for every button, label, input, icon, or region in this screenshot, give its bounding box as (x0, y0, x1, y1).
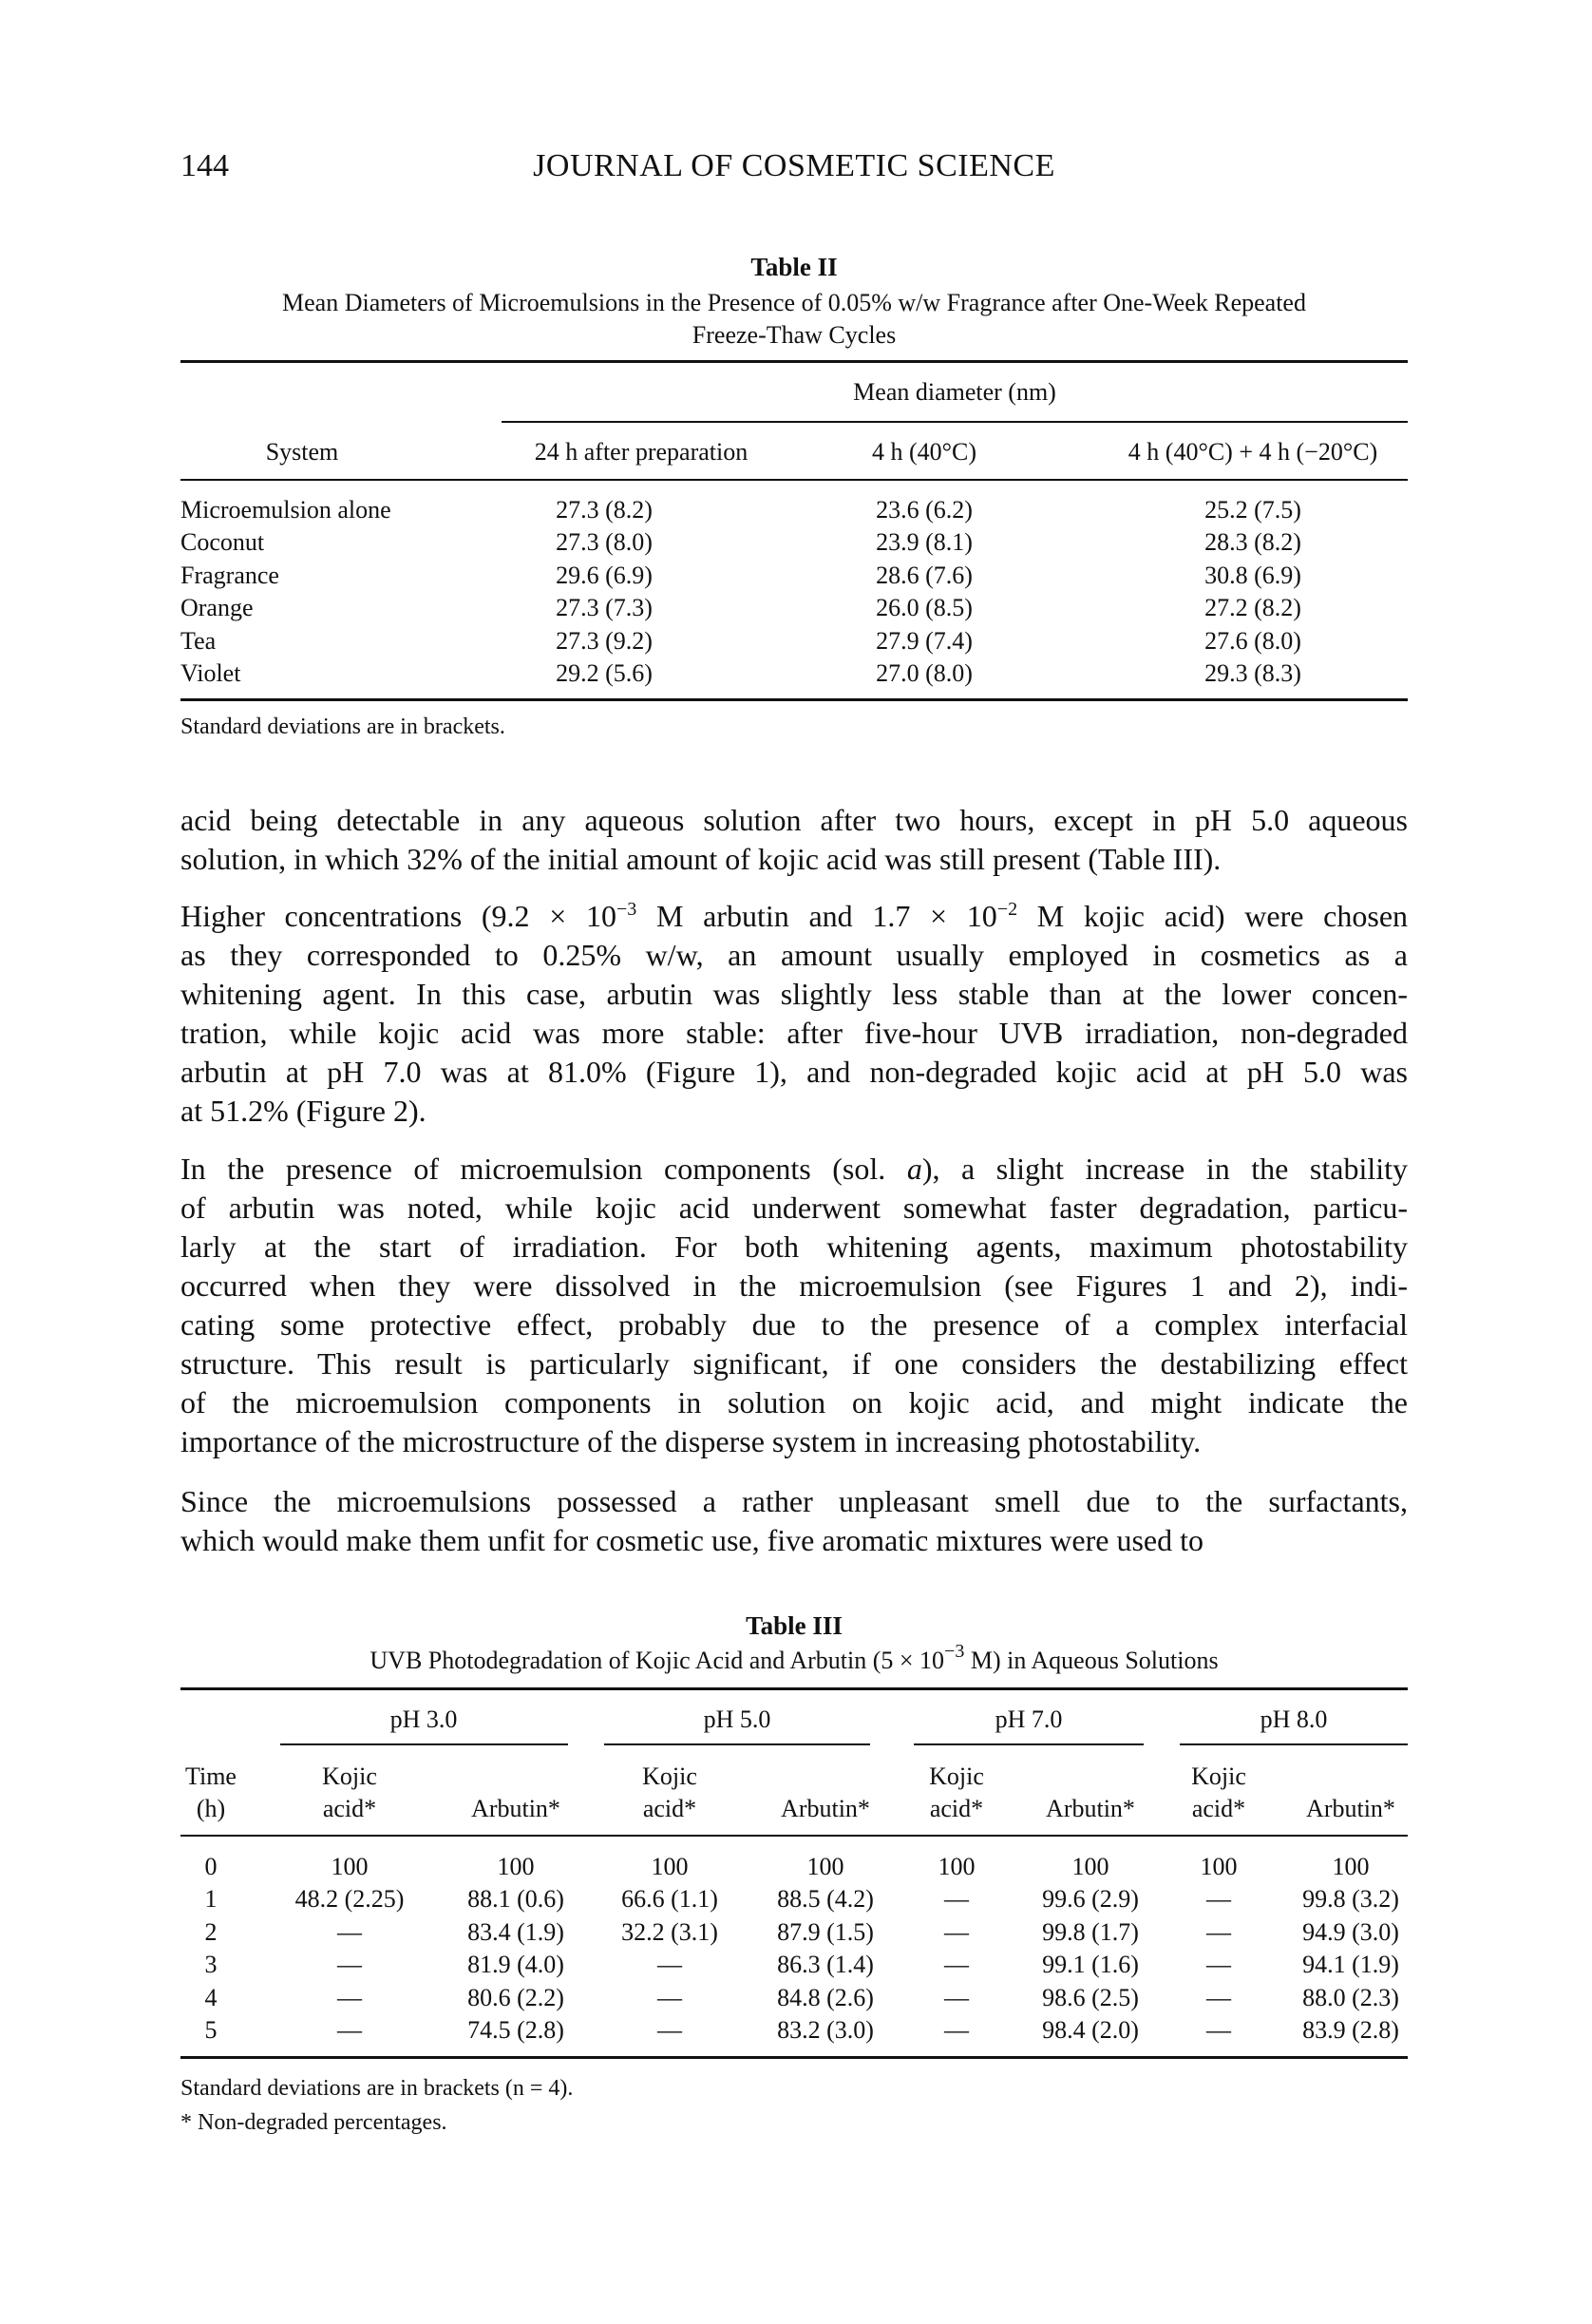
table-cell: 99.8 (1.7) (1042, 1917, 1139, 1946)
table-2-caption-line-2: Freeze-Thaw Cycles (692, 321, 897, 349)
text-line (180, 1014, 1408, 1053)
superscript: −3 (616, 899, 637, 920)
table-3-header-row (180, 1793, 1408, 1825)
ph-group-header: pH 7.0 (995, 1705, 1063, 1733)
table-cell: — (1206, 1951, 1231, 1979)
column-header: acid* (929, 1795, 984, 1822)
table-3-top-rule (180, 1687, 1408, 1690)
column-header: Arbutin* (781, 1795, 870, 1822)
table-cell: 27.6 (8.0) (1204, 626, 1301, 655)
column-header: 4 h (40°C) (871, 438, 977, 466)
ph-group-header: pH 5.0 (703, 1705, 771, 1733)
table-row (180, 560, 1408, 592)
table-row (180, 494, 1408, 526)
table-row (180, 592, 1408, 624)
text: at 51.2% (Figure 2). (180, 1094, 426, 1128)
text: as they corresponded to 0.25% w/w, an amount usually employed in cosmetics as a (180, 938, 1408, 972)
table-cell: 98.4 (2.0) (1042, 2016, 1139, 2044)
table-cell: — (1206, 1983, 1231, 2011)
table-cell: 28.6 (7.6) (876, 561, 973, 589)
text: structure. This result is particularly significant, if one considers the destabilizing effect (180, 1346, 1408, 1381)
table-2-note: Standard deviations are in brackets. (180, 714, 505, 739)
table-cell: — (657, 2016, 682, 2044)
column-header: System (265, 438, 339, 466)
ph-group-rule (280, 1743, 568, 1745)
text: of the microemulsion components in solution on kojic acid, and might indicate the (180, 1385, 1408, 1419)
text-line (180, 975, 1408, 1014)
table-cell: — (657, 1983, 682, 2011)
table-cell: 28.3 (8.2) (1204, 528, 1301, 557)
table-cell: 27.3 (8.0) (556, 528, 653, 557)
table-cell: 100 (806, 1853, 844, 1880)
text: M arbutin and 1.7 × 10 (636, 899, 997, 933)
text: of arbutin was noted, while kojic acid underwent somewhat faster degradation, particu- (180, 1191, 1408, 1225)
ph-group-header: pH 8.0 (1260, 1705, 1328, 1733)
table-cell: 99.6 (2.9) (1042, 1885, 1139, 1914)
text-line (180, 1053, 1408, 1092)
table-cell: 88.1 (0.6) (467, 1885, 564, 1914)
text: tration, while kojic acid was more stable: after five-hour UVB irradiation, non-degraded (180, 1016, 1408, 1050)
text-line (180, 1267, 1408, 1305)
table-3-header-rule (180, 1835, 1408, 1837)
table-2-group-rule (502, 421, 1408, 423)
table-row (180, 625, 1408, 657)
superscript: −2 (996, 899, 1018, 920)
table-cell: 81.9 (4.0) (467, 1951, 564, 1979)
table-cell: — (1206, 1885, 1231, 1914)
table-cell: — (1206, 1917, 1231, 1946)
time-cell: 5 (204, 2016, 218, 2044)
table-cell: 23.9 (8.1) (876, 528, 973, 557)
text-line (180, 1422, 1408, 1461)
table-2-header-row (180, 436, 1408, 468)
table-cell: 30.8 (6.9) (1204, 561, 1301, 589)
text-line (180, 840, 1408, 879)
caption-text: UVB Photodegradation of Kojic Acid and Arbutin (5 × 10 (370, 1647, 945, 1674)
table-cell: — (944, 2016, 969, 2044)
table-row (180, 1949, 1408, 1981)
column-header: Kojic (322, 1762, 377, 1790)
table-row (180, 2014, 1408, 2047)
table-cell: 27.3 (8.2) (556, 496, 653, 524)
table-3-header-row (180, 1761, 1408, 1793)
table-cell: — (337, 2016, 362, 2044)
time-cell: 3 (204, 1951, 218, 1979)
text: which would make them unfit for cosmetic use, five aromatic mixtures were used to (180, 1523, 1204, 1557)
table-row (180, 1883, 1408, 1915)
table-cell: — (337, 1951, 362, 1979)
column-header: Kojic (1191, 1762, 1246, 1790)
text: acid being detectable in any aqueous solution after two hours, except in pH 5.0 aqueous (180, 803, 1408, 837)
journal-title: JOURNAL OF COSMETIC SCIENCE (533, 148, 1055, 183)
table-cell: 26.0 (8.5) (876, 594, 973, 622)
table-3-note: Standard deviations are in brackets (n = 4). (180, 2076, 574, 2101)
table-cell: 32.2 (3.1) (621, 1917, 718, 1946)
table-cell: 48.2 (2.25) (294, 1885, 405, 1914)
table-cell: — (944, 1885, 969, 1914)
column-header: Kojic (929, 1762, 984, 1790)
row-label: Violet (180, 659, 241, 687)
table-cell: 83.2 (3.0) (777, 2016, 874, 2044)
text-line (180, 936, 1408, 975)
text: solution, in which 32% of the initial amount of kojic acid was still present (Table III). (180, 842, 1222, 876)
table-cell: 99.8 (3.2) (1302, 1885, 1399, 1914)
column-header: (h) (196, 1795, 226, 1822)
table-row (180, 1916, 1408, 1949)
table-cell: 100 (1071, 1853, 1109, 1880)
column-header: Arbutin* (1306, 1795, 1395, 1822)
text: whitening agent. In this case, arbutin was slightly less stable than at the lower concen- (180, 977, 1408, 1011)
table-2-top-rule (180, 360, 1408, 363)
text: larly at the start of irradiation. For both whitening agents, maximum photostability (180, 1229, 1408, 1264)
row-label: Orange (180, 594, 254, 622)
time-cell: 1 (204, 1885, 218, 1914)
table-cell: 86.3 (1.4) (777, 1951, 874, 1979)
table-cell: 84.8 (2.6) (777, 1983, 874, 2011)
text-line (180, 1150, 1408, 1189)
text-line (180, 1189, 1408, 1228)
text-line (180, 1383, 1408, 1422)
text-line (180, 1521, 1408, 1560)
table-cell: 100 (1332, 1853, 1370, 1880)
text: Higher concentrations (9.2 × 10 (180, 899, 616, 933)
column-header: Time (185, 1762, 237, 1790)
column-header: 4 h (40°C) + 4 h (−20°C) (1128, 438, 1378, 466)
table-3-label: Table III (746, 1611, 843, 1640)
table-cell: 27.0 (8.0) (876, 659, 973, 687)
table-row (180, 657, 1408, 690)
table-cell: 29.6 (6.9) (556, 561, 653, 589)
table-cell: 88.5 (4.2) (777, 1885, 874, 1914)
table-cell: 98.6 (2.5) (1042, 1983, 1139, 2011)
column-header: Arbutin* (471, 1795, 560, 1822)
table-2-label: Table II (750, 253, 838, 281)
column-header: 24 h after preparation (534, 438, 749, 466)
column-header: acid* (642, 1795, 697, 1822)
table-cell: 25.2 (7.5) (1204, 496, 1301, 524)
table-cell: 100 (938, 1853, 976, 1880)
column-header: acid* (1191, 1795, 1246, 1822)
table-cell: 88.0 (2.3) (1302, 1983, 1399, 2011)
table-2-bottom-rule (180, 698, 1408, 701)
table-3-caption (180, 1641, 1408, 1677)
running-header (180, 148, 1408, 190)
text: importance of the microstructure of the disperse system in increasing photostability. (180, 1424, 1202, 1458)
table-cell: 27.9 (7.4) (876, 626, 973, 655)
table-cell: 66.6 (1.1) (621, 1885, 718, 1914)
text-line (180, 1482, 1408, 1521)
table-cell: 100 (331, 1853, 369, 1880)
body-paragraph (180, 801, 1408, 879)
table-cell: 29.2 (5.6) (556, 659, 653, 687)
text: Since the microemulsions possessed a rather unpleasant smell due to the surfactants, (180, 1484, 1408, 1518)
table-cell: 83.4 (1.9) (467, 1917, 564, 1946)
text: M kojic acid) were chosen (1017, 899, 1409, 933)
body-paragraph (180, 1482, 1408, 1560)
text-line (180, 1344, 1408, 1383)
table-cell: 94.1 (1.9) (1302, 1951, 1399, 1979)
table-cell: 27.3 (7.3) (556, 594, 653, 622)
time-cell: 4 (204, 1983, 218, 2011)
column-header: Kojic (642, 1762, 697, 1790)
table-2-group-header: Mean diameter (nm) (853, 378, 1056, 406)
row-label: Microemulsion alone (180, 496, 391, 524)
text-line (180, 801, 1408, 840)
table-cell: — (944, 1917, 969, 1946)
time-cell: 2 (204, 1917, 218, 1946)
table-cell: 100 (497, 1853, 535, 1880)
table-row (180, 1851, 1408, 1883)
table-row (180, 526, 1408, 559)
body-paragraph (180, 897, 1408, 1131)
table-cell: 74.5 (2.8) (467, 2016, 564, 2044)
column-header: Arbutin* (1046, 1795, 1135, 1822)
ph-group-rule (1180, 1743, 1408, 1745)
text: arbutin at pH 7.0 was at 81.0% (Figure 1), and non-degraded kojic acid at pH 5.0 was (180, 1055, 1408, 1089)
caption-text: M) in Aqueous Solutions (964, 1647, 1219, 1674)
caption-sup: −3 (944, 1641, 965, 1662)
italic-text: a (906, 1152, 922, 1186)
text-line (180, 1305, 1408, 1344)
ph-group-rule (914, 1743, 1144, 1745)
table-cell: — (337, 1917, 362, 1946)
table-3-footnote: * Non-degraded percentages. (180, 2110, 447, 2135)
table-cell: — (657, 1951, 682, 1979)
text: occurred when they were dissolved in the microemulsion (see Figures 1 and 2), indi- (180, 1268, 1408, 1303)
table-cell: 29.3 (8.3) (1204, 659, 1301, 687)
table-cell: 100 (1200, 1853, 1238, 1880)
table-cell: — (337, 1983, 362, 2011)
row-label: Fragrance (180, 561, 279, 589)
text: ), a slight increase in the stability (921, 1152, 1409, 1186)
row-label: Coconut (180, 528, 265, 557)
row-label: Tea (180, 626, 217, 655)
column-header: acid* (322, 1795, 377, 1822)
table-cell: 99.1 (1.6) (1042, 1951, 1139, 1979)
table-cell: — (944, 1983, 969, 2011)
text: In the presence of microemulsion components (sol. (180, 1152, 907, 1186)
page-number: 144 (180, 148, 229, 183)
table-row (180, 1982, 1408, 2014)
text-line (180, 1228, 1408, 1267)
text-line (180, 1092, 1408, 1131)
table-cell: — (1206, 2016, 1231, 2044)
time-cell: 0 (204, 1853, 218, 1880)
body-paragraph (180, 1150, 1408, 1461)
table-cell: — (944, 1951, 969, 1979)
table-cell: 83.9 (2.8) (1302, 2016, 1399, 2044)
table-cell: 94.9 (3.0) (1302, 1917, 1399, 1946)
table-cell: 87.9 (1.5) (777, 1917, 874, 1946)
table-2-header-rule (180, 479, 1408, 481)
ph-group-header: pH 3.0 (389, 1705, 458, 1733)
text: cating some protective effect, probably due to the presence of a complex interfacial (180, 1307, 1408, 1342)
table-cell: 27.2 (8.2) (1204, 594, 1301, 622)
table-cell: 100 (651, 1853, 689, 1880)
table-cell: 80.6 (2.2) (467, 1983, 564, 2011)
table-3-ph-row (180, 1704, 1408, 1736)
table-3-bottom-rule (180, 2056, 1408, 2059)
text-line (180, 897, 1408, 936)
table-cell: 23.6 (6.2) (876, 496, 973, 524)
ph-group-rule (604, 1743, 870, 1745)
table-cell: 27.3 (9.2) (556, 626, 653, 655)
table-2-caption-line-1: Mean Diameters of Microemulsions in the Presence of 0.05% w/w Fragrance after One-Week Repeated (282, 289, 1306, 316)
